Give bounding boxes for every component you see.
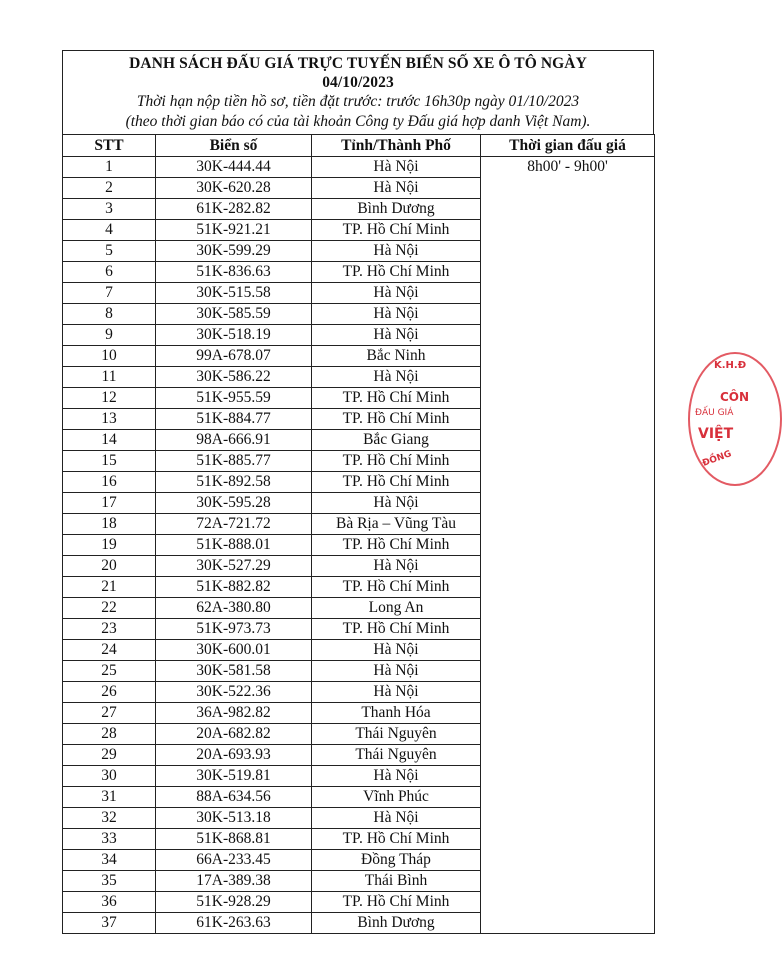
plate-cell: 51K-868.81 — [156, 829, 312, 850]
stt-cell: 4 — [63, 220, 156, 241]
province-cell: TP. Hồ Chí Minh — [312, 220, 481, 241]
stt-cell: 12 — [63, 388, 156, 409]
company-seal — [688, 352, 782, 486]
province-cell: Bắc Ninh — [312, 346, 481, 367]
province-cell: Hà Nội — [312, 157, 481, 178]
stt-cell: 20 — [63, 556, 156, 577]
stt-cell: 14 — [63, 430, 156, 451]
plate-cell: 30K-595.28 — [156, 493, 312, 514]
plate-cell: 30K-515.58 — [156, 283, 312, 304]
province-cell: Thái Nguyên — [312, 724, 481, 745]
province-cell: Hà Nội — [312, 808, 481, 829]
plate-table — [62, 134, 655, 934]
plate-cell: 51K-955.59 — [156, 388, 312, 409]
province-cell: Hà Nội — [312, 682, 481, 703]
province-cell: TP. Hồ Chí Minh — [312, 577, 481, 598]
province-cell: Long An — [312, 598, 481, 619]
province-cell: TP. Hồ Chí Minh — [312, 451, 481, 472]
plate-cell: 98A-666.91 — [156, 430, 312, 451]
plate-cell: 20A-693.93 — [156, 745, 312, 766]
seal-text: VIỆT — [698, 426, 734, 442]
province-cell: Vĩnh Phúc — [312, 787, 481, 808]
stt-cell: 7 — [63, 283, 156, 304]
plate-cell: 51K-888.01 — [156, 535, 312, 556]
plate-cell: 20A-682.82 — [156, 724, 312, 745]
stt-cell: 24 — [63, 640, 156, 661]
stt-cell: 17 — [63, 493, 156, 514]
stt-cell: 37 — [63, 913, 156, 934]
province-cell: Hà Nội — [312, 661, 481, 682]
stt-cell: 2 — [63, 178, 156, 199]
province-cell: Hà Nội — [312, 241, 481, 262]
plate-cell: 51K-892.58 — [156, 472, 312, 493]
stt-cell: 27 — [63, 703, 156, 724]
plate-cell: 36A-982.82 — [156, 703, 312, 724]
plate-cell: 88A-634.56 — [156, 787, 312, 808]
stt-cell: 10 — [63, 346, 156, 367]
province-cell: TP. Hồ Chí Minh — [312, 388, 481, 409]
stt-cell: 8 — [63, 304, 156, 325]
province-cell: Hà Nội — [312, 304, 481, 325]
province-cell: Hà Nội — [312, 367, 481, 388]
stt-cell: 34 — [63, 850, 156, 871]
plate-cell: 30K-586.22 — [156, 367, 312, 388]
deadline-note: Thời hạn nộp tiền hồ sơ, tiền đặt trước: trước 16h30p ngày 01/10/2023 — [136, 93, 580, 110]
document-title: DANH SÁCH ĐẤU GIÁ TRỰC TUYẾN BIỂN SỐ XE Ô TÔ NGÀY — [129, 55, 587, 72]
plate-cell: 30K-620.28 — [156, 178, 312, 199]
col-header-province: Tỉnh/Thành Phố — [312, 135, 481, 157]
plate-cell: 30K-599.29 — [156, 241, 312, 262]
document-header — [62, 50, 654, 134]
province-cell: Hà Nội — [312, 556, 481, 577]
stt-cell: 13 — [63, 409, 156, 430]
province-cell: Hà Nội — [312, 493, 481, 514]
stt-cell: 31 — [63, 787, 156, 808]
stt-cell: 11 — [63, 367, 156, 388]
col-header-stt: STT — [63, 135, 156, 157]
plate-cell: 66A-233.45 — [156, 850, 312, 871]
province-cell: TP. Hồ Chí Minh — [312, 535, 481, 556]
plate-cell: 51K-973.73 — [156, 619, 312, 640]
plate-cell: 30K-527.29 — [156, 556, 312, 577]
province-cell: Đồng Tháp — [312, 850, 481, 871]
deadline-note-detail: (theo thời gian báo có của tài khoản Công ty Đấu giá hợp danh Việt Nam). — [125, 113, 591, 130]
col-header-time: Thời gian đấu giá — [481, 135, 655, 157]
province-cell: Bà Rịa – Vũng Tàu — [312, 514, 481, 535]
stt-cell: 22 — [63, 598, 156, 619]
province-cell: Thái Bình — [312, 871, 481, 892]
plate-cell: 30K-519.81 — [156, 766, 312, 787]
stt-cell: 1 — [63, 157, 156, 178]
plate-cell: 51K-884.77 — [156, 409, 312, 430]
province-cell: Hà Nội — [312, 178, 481, 199]
province-cell: Hà Nội — [312, 283, 481, 304]
plate-cell: 51K-882.82 — [156, 577, 312, 598]
plate-cell: 61K-282.82 — [156, 199, 312, 220]
plate-cell: 30K-581.58 — [156, 661, 312, 682]
seal-text: ĐẤU GIÁ — [695, 408, 734, 418]
province-cell: TP. Hồ Chí Minh — [312, 619, 481, 640]
plate-cell: 30K-522.36 — [156, 682, 312, 703]
plate-cell: 51K-921.21 — [156, 220, 312, 241]
province-cell: Hà Nội — [312, 325, 481, 346]
stt-cell: 6 — [63, 262, 156, 283]
table-body — [63, 157, 655, 934]
stt-cell: 26 — [63, 682, 156, 703]
stt-cell: 33 — [63, 829, 156, 850]
province-cell: TP. Hồ Chí Minh — [312, 472, 481, 493]
stt-cell: 3 — [63, 199, 156, 220]
stt-cell: 9 — [63, 325, 156, 346]
plate-cell: 72A-721.72 — [156, 514, 312, 535]
province-cell: Hà Nội — [312, 640, 481, 661]
seal-text: ĐỒNG — [701, 449, 733, 469]
plate-cell: 51K-885.77 — [156, 451, 312, 472]
stt-cell: 30 — [63, 766, 156, 787]
seal-text: K.H.Đ — [714, 360, 747, 371]
plate-cell: 30K-518.19 — [156, 325, 312, 346]
plate-cell: 62A-380.80 — [156, 598, 312, 619]
plate-cell: 30K-585.59 — [156, 304, 312, 325]
col-header-plate: Biển số — [156, 135, 312, 157]
stt-cell: 36 — [63, 892, 156, 913]
stt-cell: 35 — [63, 871, 156, 892]
stt-cell: 32 — [63, 808, 156, 829]
table-row — [63, 157, 655, 178]
document-date: 04/10/2023 — [322, 74, 394, 91]
province-cell: Bắc Giang — [312, 430, 481, 451]
province-cell: TP. Hồ Chí Minh — [312, 262, 481, 283]
plate-cell: 99A-678.07 — [156, 346, 312, 367]
stt-cell: 28 — [63, 724, 156, 745]
plate-cell: 61K-263.63 — [156, 913, 312, 934]
auction-document — [62, 50, 654, 934]
stt-cell: 23 — [63, 619, 156, 640]
table-header-row — [63, 135, 655, 157]
stt-cell: 18 — [63, 514, 156, 535]
province-cell: TP. Hồ Chí Minh — [312, 892, 481, 913]
plate-cell: 17A-389.38 — [156, 871, 312, 892]
stt-cell: 29 — [63, 745, 156, 766]
plate-cell: 30K-600.01 — [156, 640, 312, 661]
province-cell: Hà Nội — [312, 766, 481, 787]
plate-cell: 51K-928.29 — [156, 892, 312, 913]
stt-cell: 15 — [63, 451, 156, 472]
province-cell: Bình Dương — [312, 199, 481, 220]
stt-cell: 21 — [63, 577, 156, 598]
province-cell: Thái Nguyên — [312, 745, 481, 766]
stt-cell: 16 — [63, 472, 156, 493]
plate-cell: 30K-513.18 — [156, 808, 312, 829]
stt-cell: 19 — [63, 535, 156, 556]
province-cell: Thanh Hóa — [312, 703, 481, 724]
province-cell: TP. Hồ Chí Minh — [312, 829, 481, 850]
seal-text: CÔN — [720, 390, 750, 404]
stt-cell: 25 — [63, 661, 156, 682]
time-slot-cell: 8h00' - 9h00' — [481, 157, 655, 934]
plate-cell: 51K-836.63 — [156, 262, 312, 283]
stt-cell: 5 — [63, 241, 156, 262]
province-cell: TP. Hồ Chí Minh — [312, 409, 481, 430]
plate-cell: 30K-444.44 — [156, 157, 312, 178]
province-cell: Bình Dương — [312, 913, 481, 934]
